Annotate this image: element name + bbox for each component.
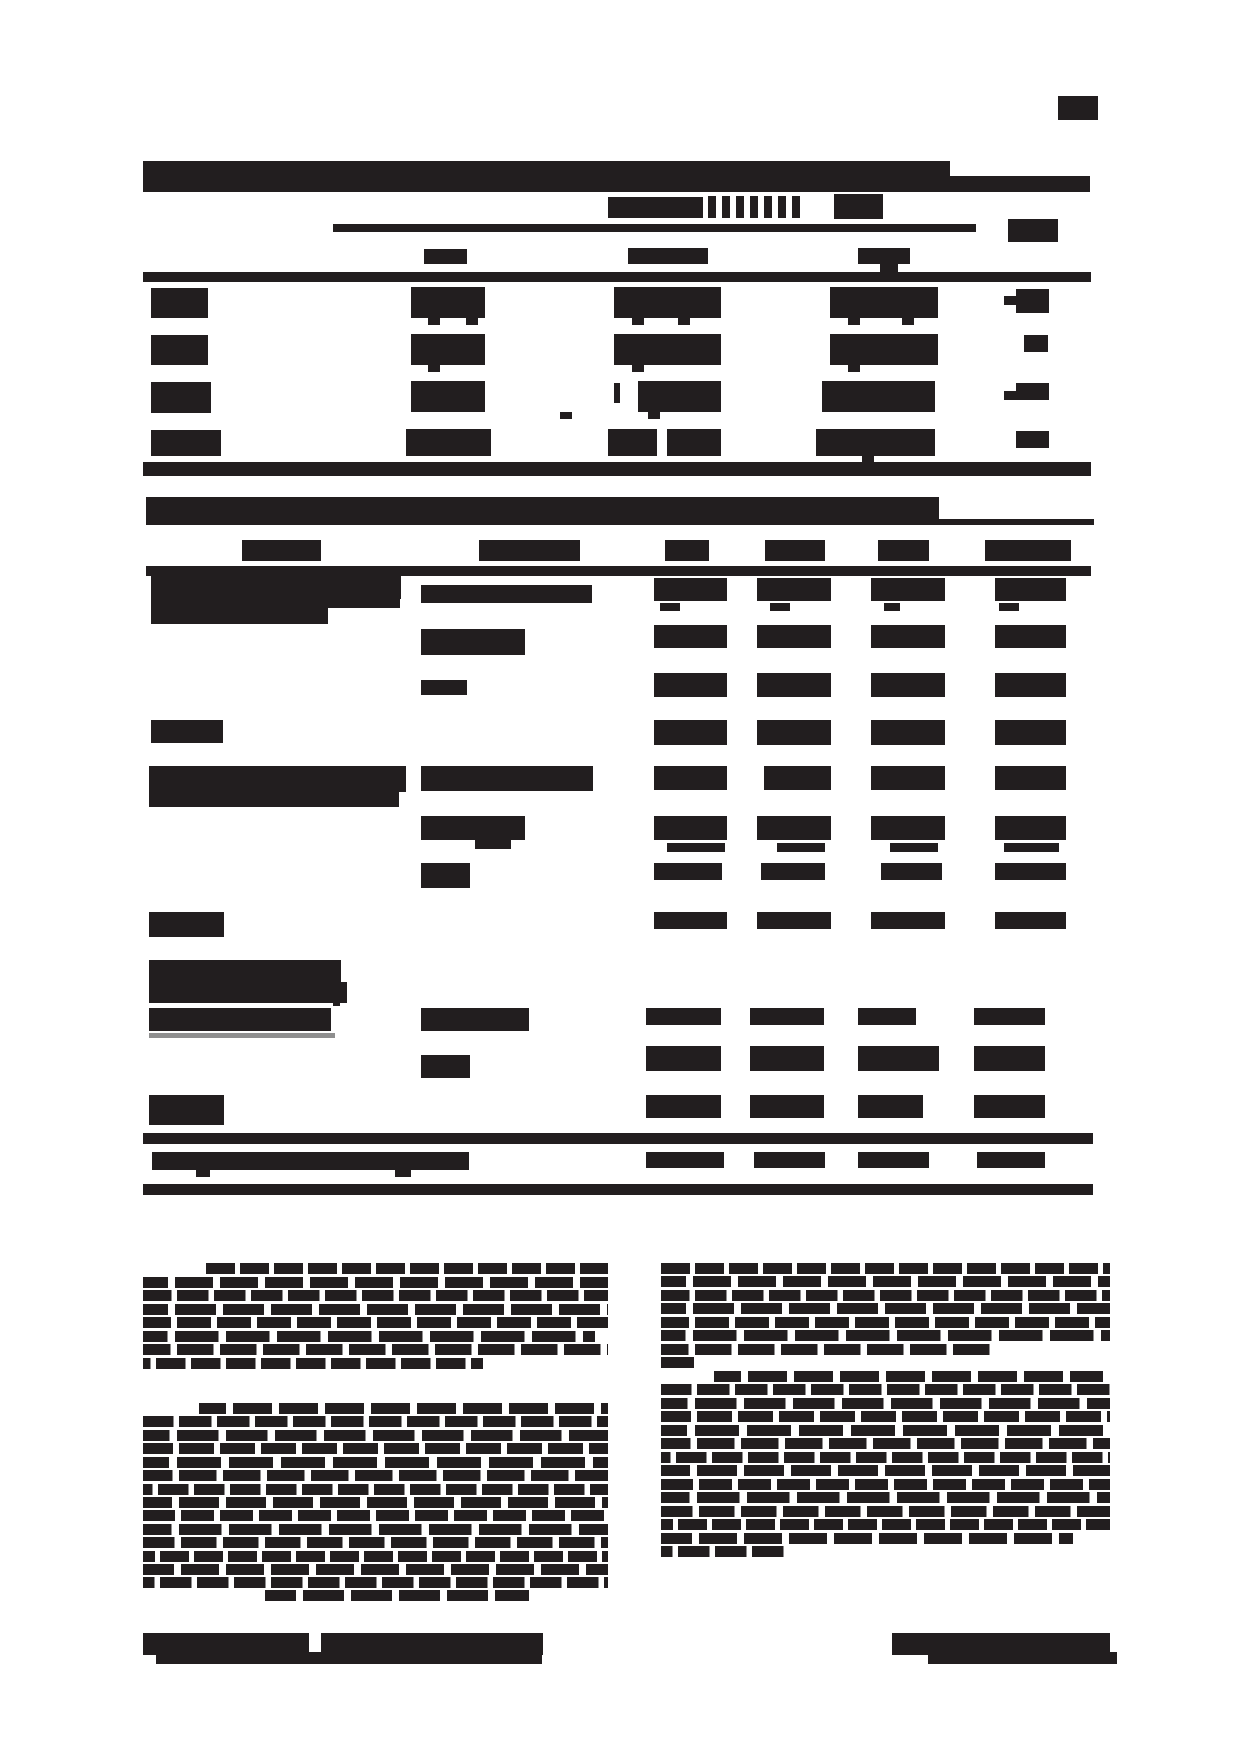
descender-fragment bbox=[999, 603, 1019, 611]
cell-value-redacted bbox=[646, 1008, 721, 1025]
text-line-redacted bbox=[265, 1590, 529, 1601]
descender-fragment bbox=[890, 843, 938, 852]
footer-text-redacted bbox=[156, 1652, 542, 1664]
row-label-redacted bbox=[151, 720, 223, 743]
cell-value-redacted bbox=[654, 578, 727, 601]
descender-fragment bbox=[560, 412, 572, 419]
cell-value-redacted bbox=[1016, 431, 1049, 448]
cell-value-redacted bbox=[858, 1046, 939, 1071]
text-line-redacted bbox=[661, 1357, 694, 1368]
text-line-redacted bbox=[143, 1551, 608, 1562]
cell-value-redacted bbox=[1004, 391, 1017, 400]
descender-fragment bbox=[660, 603, 680, 611]
text-line-redacted bbox=[143, 1484, 608, 1495]
text-line-redacted bbox=[143, 1277, 608, 1288]
descender-fragment bbox=[428, 318, 440, 325]
cell-value-redacted bbox=[871, 673, 945, 697]
row-label-redacted bbox=[151, 382, 211, 413]
cell-value-redacted bbox=[757, 816, 831, 840]
cell-value-redacted bbox=[646, 1046, 721, 1071]
column-header-redacted bbox=[765, 540, 825, 561]
cell-value-redacted bbox=[871, 912, 945, 929]
text-line-redacted bbox=[143, 1331, 595, 1342]
cell-value-redacted bbox=[830, 334, 938, 365]
row-label-redacted bbox=[151, 608, 328, 624]
table-rule bbox=[333, 224, 976, 232]
text-line-redacted bbox=[661, 1479, 1110, 1490]
descender-fragment bbox=[902, 318, 914, 325]
text-line-redacted bbox=[661, 1290, 1110, 1301]
function-cell-redacted bbox=[421, 585, 592, 603]
text-line-redacted bbox=[661, 1411, 1110, 1422]
cell-value-redacted bbox=[757, 625, 831, 648]
descender-fragment bbox=[884, 603, 900, 611]
text-line-redacted bbox=[143, 1443, 608, 1454]
descender-fragment bbox=[667, 843, 725, 852]
text-line-redacted bbox=[143, 1290, 608, 1301]
text-line-redacted bbox=[199, 1403, 608, 1414]
cell-value-redacted bbox=[646, 1095, 721, 1118]
cell-value-redacted bbox=[757, 912, 831, 929]
cell-value-redacted bbox=[757, 720, 831, 745]
row-label-redacted bbox=[151, 288, 208, 318]
text-line-redacted bbox=[661, 1519, 1110, 1530]
text-line-redacted bbox=[143, 1524, 608, 1535]
spanner-header-stripe bbox=[708, 196, 716, 218]
descender-fragment bbox=[848, 365, 860, 372]
text-line-redacted bbox=[661, 1425, 1110, 1436]
cell-value-redacted bbox=[406, 429, 491, 456]
text-line-redacted bbox=[143, 1304, 608, 1315]
cell-value-redacted bbox=[764, 766, 831, 790]
text-line-redacted bbox=[143, 1344, 608, 1355]
cell-value-redacted bbox=[614, 287, 721, 318]
row-label-redacted bbox=[149, 1008, 331, 1031]
text-line-redacted bbox=[661, 1263, 1110, 1274]
text-line-redacted bbox=[206, 1263, 608, 1274]
cell-value-redacted bbox=[871, 766, 945, 790]
cell-value-redacted bbox=[995, 863, 1066, 880]
descender-fragment bbox=[770, 603, 790, 611]
text-line-redacted bbox=[143, 1317, 608, 1328]
text-line-redacted bbox=[661, 1344, 991, 1355]
cell-value-redacted bbox=[654, 673, 727, 697]
table1-title-redacted bbox=[143, 161, 950, 176]
cell-value-redacted bbox=[871, 578, 945, 601]
descender-fragment bbox=[777, 843, 825, 852]
row-label-redacted bbox=[151, 575, 401, 599]
table-rule bbox=[143, 272, 1091, 282]
cell-value-redacted bbox=[858, 1095, 923, 1118]
cell-value-redacted bbox=[816, 429, 935, 456]
cell-value-redacted bbox=[1016, 289, 1049, 313]
cell-value-redacted bbox=[614, 334, 721, 365]
descender-fragment bbox=[632, 365, 644, 372]
spanner-header-stripe bbox=[722, 196, 730, 218]
cell-value-redacted bbox=[995, 766, 1066, 790]
text-line-redacted bbox=[661, 1546, 787, 1557]
spanner-header-stripe bbox=[750, 196, 758, 218]
column-header-redacted bbox=[424, 249, 467, 264]
table-rule bbox=[143, 1133, 1093, 1144]
function-cell-redacted bbox=[421, 680, 467, 695]
cell-value-redacted bbox=[1004, 296, 1017, 305]
text-line-redacted bbox=[661, 1384, 1110, 1395]
cell-value-redacted bbox=[411, 381, 485, 412]
text-line-redacted bbox=[143, 1470, 608, 1481]
row-label-redacted bbox=[151, 335, 208, 365]
cell-value-redacted bbox=[974, 1046, 1045, 1071]
function-cell-redacted bbox=[421, 1008, 529, 1031]
function-cell-redacted bbox=[421, 766, 593, 791]
text-line-redacted bbox=[661, 1317, 1110, 1328]
descender-fragment bbox=[428, 365, 440, 372]
page-number-block bbox=[1058, 96, 1098, 120]
column-header-redacted bbox=[880, 264, 898, 272]
column-header-redacted bbox=[1008, 219, 1058, 242]
text-line-redacted bbox=[661, 1533, 1073, 1544]
cell-value-redacted bbox=[750, 1095, 824, 1118]
spanner-header-stripe bbox=[736, 196, 744, 218]
cell-value-redacted bbox=[1016, 383, 1049, 400]
column-header-redacted bbox=[665, 540, 709, 561]
cell-value-redacted bbox=[608, 429, 657, 456]
text-line-redacted bbox=[143, 1510, 608, 1521]
table-rule bbox=[143, 462, 1091, 476]
cell-value-redacted bbox=[871, 625, 945, 648]
row-label-redacted bbox=[151, 599, 400, 608]
text-line-redacted bbox=[661, 1506, 1110, 1517]
text-line-redacted bbox=[143, 1430, 608, 1441]
descender-fragment bbox=[395, 1170, 411, 1177]
row-label-redacted bbox=[149, 792, 399, 807]
cell-value-redacted bbox=[995, 673, 1066, 697]
text-line-redacted bbox=[661, 1276, 1110, 1287]
spanner-header-stripe bbox=[764, 196, 772, 218]
superscript-mark bbox=[333, 1000, 340, 1006]
cell-value-redacted bbox=[667, 429, 721, 456]
cell-value-redacted bbox=[871, 816, 945, 840]
descender-fragment bbox=[678, 318, 690, 325]
cell-value-redacted bbox=[977, 1152, 1045, 1168]
cell-value-redacted bbox=[830, 287, 938, 318]
descender-fragment bbox=[648, 412, 660, 419]
descender-fragment bbox=[466, 318, 478, 325]
function-cell-redacted bbox=[421, 629, 525, 655]
function-cell-redacted bbox=[421, 1055, 470, 1078]
table-rule bbox=[143, 1184, 1093, 1195]
text-line-redacted bbox=[661, 1438, 1110, 1449]
text-line-redacted bbox=[714, 1371, 1103, 1382]
column-header-redacted bbox=[628, 248, 708, 264]
descender-fragment bbox=[196, 1170, 210, 1177]
column-header-redacted bbox=[479, 540, 580, 561]
cell-value-redacted bbox=[858, 1008, 916, 1025]
spanner-header-stripe bbox=[792, 196, 800, 218]
column-header-redacted bbox=[878, 540, 929, 561]
cell-value-redacted bbox=[654, 625, 727, 648]
cell-value-redacted bbox=[654, 816, 727, 840]
table1-title-redacted bbox=[143, 176, 1090, 192]
descender-fragment bbox=[848, 318, 860, 325]
row-label-redacted bbox=[149, 766, 406, 792]
column-header-redacted bbox=[242, 540, 321, 561]
row-label-redacted bbox=[149, 960, 341, 982]
column-header-redacted bbox=[985, 540, 1071, 561]
text-line-redacted bbox=[143, 1416, 608, 1427]
cell-value-redacted bbox=[995, 578, 1066, 601]
cell-value-redacted bbox=[750, 1046, 824, 1071]
footer-text-redacted bbox=[928, 1652, 1117, 1664]
cell-value-redacted bbox=[654, 863, 722, 880]
row-label-redacted bbox=[149, 1095, 224, 1125]
cell-value-redacted bbox=[995, 816, 1066, 840]
text-line-redacted bbox=[143, 1497, 608, 1508]
text-line-redacted bbox=[143, 1457, 608, 1468]
spanner-header-redacted bbox=[834, 194, 883, 219]
text-line-redacted bbox=[143, 1358, 483, 1369]
cell-value-redacted bbox=[646, 1152, 724, 1168]
cell-value-redacted bbox=[654, 766, 727, 790]
text-line-redacted bbox=[661, 1330, 1110, 1341]
table-rule bbox=[146, 519, 1094, 525]
cell-value-redacted bbox=[411, 287, 485, 318]
row-label-redacted bbox=[151, 430, 221, 456]
descender-fragment bbox=[632, 318, 644, 325]
column-header-redacted bbox=[858, 248, 910, 264]
cell-value-redacted bbox=[654, 720, 727, 745]
cell-value-redacted bbox=[995, 720, 1066, 745]
cell-value-redacted bbox=[1024, 335, 1048, 352]
row-label-redacted bbox=[149, 912, 224, 937]
cell-value-redacted bbox=[757, 673, 831, 697]
function-cell-redacted bbox=[421, 863, 470, 888]
cell-value-redacted bbox=[761, 863, 825, 880]
text-line-redacted bbox=[143, 1564, 608, 1575]
text-line-redacted bbox=[661, 1452, 1110, 1463]
table2-title-redacted bbox=[146, 497, 939, 521]
descender-fragment bbox=[1004, 843, 1059, 852]
cell-value-redacted bbox=[754, 1152, 825, 1168]
cell-value-redacted bbox=[881, 863, 942, 880]
spanner-header-redacted bbox=[608, 197, 703, 218]
text-line-redacted bbox=[661, 1465, 1110, 1476]
cell-value-redacted bbox=[974, 1008, 1045, 1025]
text-line-redacted bbox=[661, 1492, 1110, 1503]
text-line-redacted bbox=[661, 1398, 1110, 1409]
spanner-header-stripe bbox=[778, 196, 786, 218]
cell-value-redacted bbox=[858, 1152, 929, 1168]
cell-value-redacted bbox=[757, 578, 831, 601]
cell-value-redacted bbox=[614, 383, 620, 403]
table-footnote-redacted bbox=[152, 1152, 469, 1170]
cell-value-redacted bbox=[871, 720, 945, 745]
text-line-redacted bbox=[661, 1303, 1110, 1314]
text-line-redacted bbox=[143, 1537, 608, 1548]
cell-value-redacted bbox=[995, 912, 1066, 929]
cell-value-redacted bbox=[750, 1008, 824, 1025]
cell-value-redacted bbox=[974, 1095, 1045, 1118]
cell-value-redacted bbox=[822, 381, 935, 412]
faint-rule bbox=[149, 1033, 335, 1038]
cell-value-redacted bbox=[654, 912, 727, 929]
descender-fragment bbox=[475, 840, 511, 849]
text-line-redacted bbox=[143, 1577, 608, 1588]
cell-value-redacted bbox=[411, 334, 485, 365]
cell-value-redacted bbox=[638, 381, 721, 412]
cell-value-redacted bbox=[995, 625, 1066, 648]
function-cell-redacted bbox=[421, 816, 525, 840]
row-label-redacted bbox=[149, 982, 347, 1003]
